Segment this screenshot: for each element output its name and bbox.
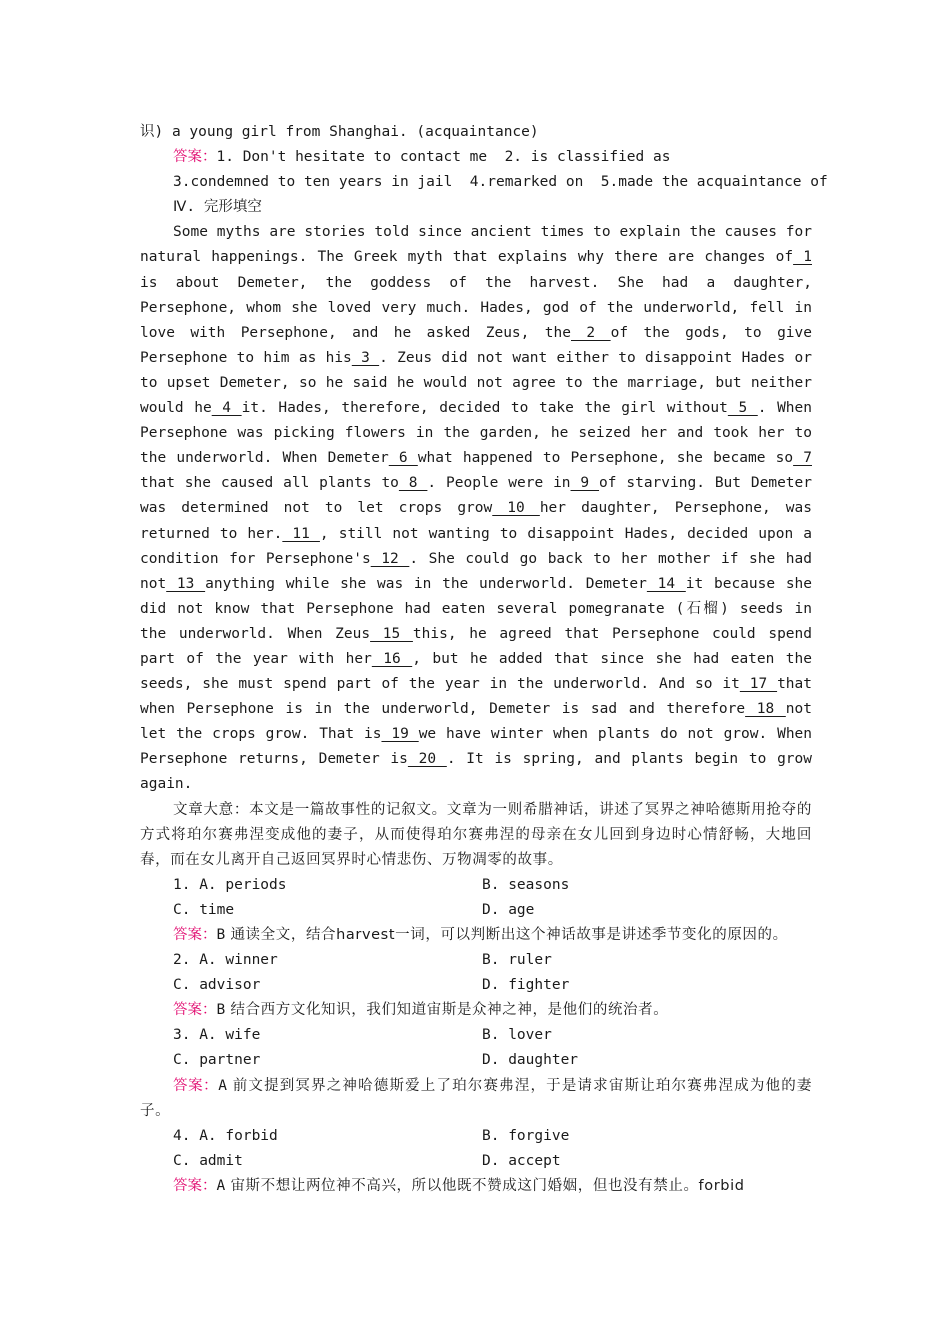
option-d: D. accept [482,1152,561,1169]
option-a: 4. A. forbid [173,1127,278,1144]
passage-text: that when Persephone is in the underworld, Demeter is sad and therefore [140,676,812,718]
cloze-blank: 14 [646,575,686,592]
answer-choice: A [216,1177,226,1194]
explanation-text: 前文提到冥界之神哈德斯爱上了珀尔赛弗涅，于是请求宙斯让珀尔赛弗涅成为他的妻子。 [140,1077,813,1119]
explanation-text: 通读全文，结合harvest一词，可以判断出这个神话故事是讲述季节变化的原因的。 [225,927,788,943]
cloze-blank: 15 [370,625,413,642]
answer-explanation [140,923,812,948]
cloze-blank: 5 [727,400,758,417]
answer-line-1 [140,145,812,170]
option-a: 3. A. wife [173,1027,261,1044]
passage-text: is about Demeter, the goddess of the harvest. She had a daughter, Persephone, whom she loved very much. Hades, god of the underworld, fell in love with Persephone, and he asked Zeus, the [140,274,812,341]
passage-text: of the gods, to give Persephone to him as his [140,324,812,366]
option-row [140,873,812,898]
cloze-blank: 19 [381,726,419,743]
option-d: D. age [482,901,535,918]
option-a: 1. A. periods [173,876,287,893]
option-row [140,1023,812,1048]
cloze-blank: 9 [570,475,600,492]
option-a: 2. A. winner [173,952,278,969]
question-list [140,873,812,1199]
passage-text: . It is spring, and plants begin to grow again. [140,751,812,793]
answer-explanation [140,998,812,1023]
cloze-blank: 16 [371,650,413,667]
option-c: C. advisor [173,977,261,994]
option-row [140,1149,812,1174]
passage-summary: 文章大意：本文是一篇故事性的记叙文。文章为一则希腊神话，讲述了冥界之神哈德斯用抢夺的方式将珀尔赛弗涅变成他的妻子，从而使得珀尔赛弗涅的母亲在女儿回到身边时心情舒畅，大地回春，而在女儿离开自己返回冥界时心情悲伤、万物凋零的故事。 [140,801,812,868]
answer-text-1: 1. Don't hesitate to contact me 2. is classified as [216,149,671,166]
section-title: Ⅳ. 完形填空 [173,199,262,216]
answer-choice: B [216,927,226,943]
cloze-passage [140,220,812,797]
answer-label: 答案： [173,149,217,166]
answer-label: 答案： [173,1002,217,1019]
cloze-blank: 18 [745,701,786,718]
cloze-blank: 13 [166,575,206,592]
option-row [140,948,812,973]
option-row [140,898,812,923]
cloze-blank: 11 [282,525,320,542]
answer-choice: B [216,1002,226,1019]
option-d: D. daughter [482,1052,579,1069]
cloze-blank: 8 [398,475,428,492]
passage-text: . When Persephone was picking flowers in the garden, he seized her and took her to the underworld. When Demeter [140,400,812,467]
passage-text: her daughter, Persephone, was returned to her. [140,500,812,542]
option-row [140,1048,812,1073]
document-page [140,120,828,1199]
passage-text: . She could go back to her mother if she had not [140,550,812,592]
answer-explanation [140,1174,812,1199]
cloze-blank: 3 [351,349,380,366]
cloze-blank: 7 [793,450,812,467]
passage-text: we have winter when plants do not grow. When Persephone returns, Demeter is [140,726,813,768]
answer-label: 答案： [173,927,217,943]
cloze-blank: 1 [793,249,812,266]
option-d: D. fighter [482,977,570,994]
passage-text: it. Hades, therefore, decided to take the girl without [241,400,728,417]
option-c: C. partner [173,1052,261,1069]
passage-text: Some myths are stories told since ancient times to explain the causes for natural happenings. The Greek myth that explains why there are changes of [140,224,812,266]
exercise-tail-line: 识) a young girl from Shanghai. (acquaintance) [140,124,539,140]
answer-label: 答案： [173,1177,217,1194]
option-b: B. ruler [482,952,552,969]
answer-choice: A [218,1077,227,1094]
passage-text: this, he agreed that Persephone could spend part of the year with her [140,625,812,667]
option-b: B. lover [482,1027,552,1044]
cloze-blank: 4 [211,400,242,417]
explanation-text: 结合西方文化知识，我们知道宙斯是众神之神，是他们的统治者。 [225,1002,669,1019]
cloze-blank: 20 [407,751,447,768]
cloze-blank: 2 [571,324,611,341]
option-b: B. forgive [482,1127,570,1144]
passage-text: anything while she was in the underworld. Demeter [205,575,647,592]
answer-line-2: 3.condemned to ten years in jail 4.remarked on 5.made the acquaintance of [173,174,828,191]
passage-text: . Zeus did not want either to disappoint Hades or to upset Demeter, so he said he would not agree to the marriage, but neither would he [140,349,812,417]
passage-text: what happened to Persephone, she became so [417,450,794,467]
passage-text: that she caused all plants to [140,475,399,492]
passage-text: . People were in [427,475,571,492]
answer-label: 答案： [173,1077,219,1094]
cloze-blank: 10 [492,500,540,517]
passage-text: it because she did not know that Persephone had eaten several pomegranate (石榴) seeds in the underworld. When Zeus [140,575,813,642]
explanation-text: 宙斯不想让两位神不高兴，所以他既不赞成这门婚姻，但也没有禁止。forbid [225,1177,745,1194]
passage-text: of starving. But Demeter was determined not to let crops grow [140,475,812,517]
answer-explanation [140,1074,812,1124]
cloze-blank: 17 [739,676,778,693]
cloze-blank: 12 [370,550,410,567]
option-row [140,1124,812,1149]
passage-text: not let the crops grow. That is [140,701,812,743]
option-c: C. admit [173,1152,243,1169]
cloze-blank: 6 [388,450,418,467]
option-c: C. time [173,901,235,918]
passage-text: , but he added that since she had eaten the seeds, she must spend part of the year in the underworld. And so it [140,650,812,693]
option-row [140,973,812,998]
passage-text: , still not wanting to disappoint Hades, decided upon a condition for Persephone's [140,525,812,567]
option-b: B. seasons [482,876,570,893]
